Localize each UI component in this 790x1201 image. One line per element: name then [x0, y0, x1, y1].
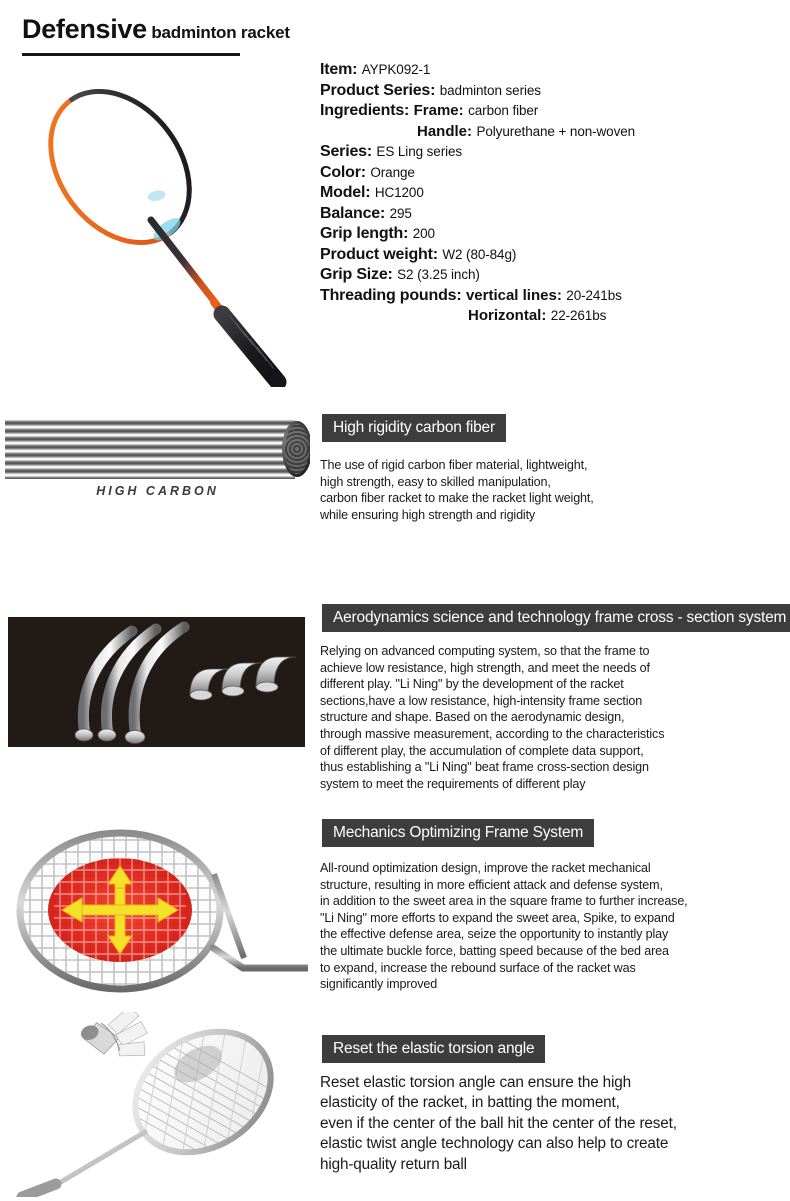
section-heading-high-rigidity: High rigidity carbon fiber: [322, 414, 506, 442]
body-line: sections,have a low resistance, high-intensity frame section: [320, 693, 643, 708]
body-line: carbon fiber racket to make the racket light weight,: [320, 491, 594, 506]
section-body-aerodynamics: [320, 643, 664, 792]
title-divider: [22, 53, 240, 56]
body-line: different play. "Li Ning" by the development of the racket: [320, 677, 624, 692]
body-line: system to meet the requirements of different play: [320, 776, 586, 791]
spec-row: [320, 306, 770, 327]
body-line: elasticity of the racket, in batting the moment,: [320, 1094, 620, 1112]
spec-key: Threading pounds:: [320, 286, 462, 304]
spec-row: [320, 101, 770, 122]
body-line: to expand, increase the rebound surface of the racket was: [320, 960, 636, 975]
spec-row: [320, 81, 770, 102]
body-line: "Li Ning" more efforts to expand the sweet area, Spike, to expand: [320, 910, 675, 925]
body-line: achieve low resistance, high strength, and meet the needs of: [320, 660, 650, 675]
body-line: The use of rigid carbon fiber material, lightweight,: [320, 458, 588, 472]
spec-key: Ingredients:: [320, 102, 410, 119]
body-line: through massive measurement, according to the characteristics: [320, 726, 665, 741]
section-body-mechanics: [320, 860, 688, 993]
body-line: elastic twist angle technology can also help to create: [320, 1135, 669, 1153]
high-carbon-label: HIGH CARBON: [96, 484, 219, 498]
spec-key: Grip Size:: [320, 266, 393, 283]
spec-value: HC1200: [374, 185, 424, 200]
specification-list: [320, 60, 770, 327]
spec-value: carbon fiber: [468, 103, 539, 118]
spec-subkey: Horizontal:: [468, 307, 547, 324]
spec-row: [320, 204, 770, 225]
spec-row: [320, 183, 770, 204]
body-line: of different play, the accumulation of complete data support,: [320, 743, 644, 758]
body-line: high strength, easy to skilled manipulation,: [320, 474, 551, 489]
spec-subkey: Handle:: [417, 122, 473, 140]
spec-key: Series:: [320, 143, 372, 160]
body-line: in addition to the sweet area in the square frame to further increase,: [320, 894, 688, 909]
spec-row: [320, 286, 770, 307]
spec-value: 20-241bs: [566, 287, 622, 303]
body-line: Relying on advanced computing system, so that the frame to: [320, 644, 650, 658]
body-line: structure and shape. Based on the aerodynamic design,: [320, 710, 625, 725]
spec-row: [320, 245, 770, 266]
body-line: thus establishing a "Li Ning" beat frame cross-section design: [320, 760, 649, 775]
spec-key: Grip length:: [320, 225, 409, 242]
body-line: even if the center of the ball hit the center of the reset,: [320, 1114, 677, 1132]
spec-row: [320, 265, 770, 286]
spec-row: [320, 122, 770, 143]
body-line: significantly improved: [320, 977, 438, 992]
spec-value: Polyurethane + non-woven: [476, 123, 636, 139]
product-racket-image: [10, 62, 310, 387]
spec-key: Model:: [320, 184, 371, 201]
spec-value: badminton series: [439, 82, 541, 98]
spec-value: S2 (3.25 inch): [397, 267, 480, 282]
spec-key: Item:: [320, 61, 358, 78]
spec-row: [320, 60, 770, 81]
body-line: high-quality return ball: [320, 1155, 467, 1173]
page-title-sub: badminton racket: [151, 23, 290, 42]
spec-row: [320, 163, 770, 184]
spec-value: AYPK092-1: [361, 62, 431, 77]
body-line: the ultimate buckle force, batting speed because of the bed area: [320, 943, 669, 958]
section-heading-aerodynamics: Aerodynamics science and technology frame cross - section system: [322, 604, 790, 632]
spec-row: [320, 142, 770, 163]
spec-value: 200: [412, 226, 435, 241]
spec-key: Color:: [320, 163, 366, 181]
shuttlecock-racket-image: [8, 1012, 308, 1197]
frame-cross-section-image: [8, 617, 305, 747]
section-body-torsion-angle: [320, 1073, 677, 1175]
spec-subkey: vertical lines:: [465, 286, 562, 304]
body-line: while ensuring high strength and rigidity: [320, 507, 536, 522]
spec-subkey: Frame:: [413, 102, 464, 119]
page-title: [22, 14, 442, 45]
section-heading-mechanics: Mechanics Optimizing Frame System: [322, 819, 594, 847]
carbon-fiber-rods-image: [5, 419, 310, 479]
body-line: Reset elastic torsion angle can ensure the high: [320, 1074, 631, 1091]
sweet-spot-diagram-image: [8, 818, 308, 1008]
page-title-main: Defensive: [22, 14, 147, 44]
spec-key: Product weight:: [320, 245, 438, 263]
body-line: structure, resulting in more efficient attack and defense system,: [320, 877, 663, 892]
spec-key: Product Series:: [320, 81, 436, 99]
spec-row: [320, 224, 770, 245]
body-line: All-round optimization design, improve the racket mechanical: [320, 861, 651, 875]
spec-value: W2 (80-84g): [442, 246, 517, 262]
body-line: the effective defense area, seize the opportunity to instantly play: [320, 927, 669, 942]
section-body-high-rigidity: [320, 457, 594, 523]
spec-value: ES Ling series: [376, 144, 463, 159]
section-heading-torsion-angle: Reset the elastic torsion angle: [322, 1035, 545, 1063]
spec-key: Balance:: [320, 204, 386, 222]
spec-value: Orange: [370, 164, 415, 180]
spec-value: 295: [389, 205, 412, 221]
spec-value: 22-261bs: [550, 308, 607, 323]
